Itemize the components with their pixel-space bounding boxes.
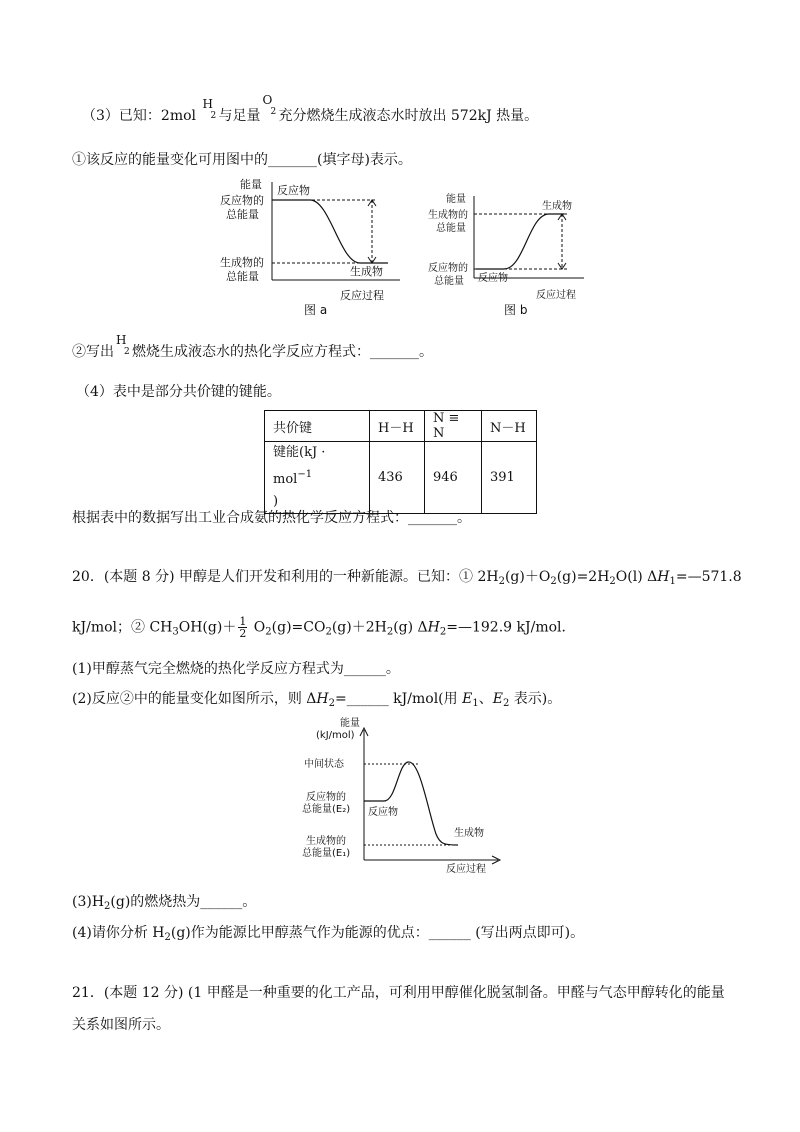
table-value-hh: 436 (370, 442, 425, 514)
table-header-hh: H－H (370, 411, 425, 442)
fig-b-product-energy-2: 总能量 (436, 223, 466, 234)
fig-c-x-label: 反应过程 (446, 864, 486, 874)
fig-c-reactant-label: 反应物 (368, 807, 398, 818)
fig-a-reactant-label: 反应物 (277, 184, 310, 197)
q20-line1: 20．(本题 8 分) 甲醇是人们开发和利用的一种新能源。已知：① $2H_2(g)+O_2(g)=2H_2O(l)$ $\Delta H_1=—571.8$ (72, 569, 742, 587)
fig-c-reactant-energy-2: 总能量(E₂) (302, 804, 351, 815)
fig-a-y-title: 能量 (240, 178, 262, 191)
fig-a-x-label: 反应过程 (340, 289, 384, 302)
fig-c-y-title-2: (kJ/mol) (316, 730, 355, 741)
fig-b-y-title: 能量 (446, 194, 466, 205)
table-header-nn: N ≡ N (425, 411, 482, 442)
q20-sub2: (2)反应②中的能量变化如图所示，则 $\Delta H_2=\_\_\_\_\_\_$ kJ/mol(用 $E_1$、$E_2$ 表示)。 (72, 691, 562, 709)
figure-b (424, 192, 594, 320)
fig-b-reactant-label: 反应物 (478, 273, 508, 284)
q20-sub4: (4)请你分析 $H_2(g)$作为能源比甲醇蒸气作为能源的优点：______ (写出两点即可)。 (72, 925, 585, 943)
table-row-label: 键能(kJ · mol$^{-1}$ ) (265, 442, 370, 514)
table-header-bond: 共价键 (265, 411, 370, 442)
table-row (265, 442, 537, 514)
fig-a-product-energy-2: 总能量 (226, 270, 259, 283)
table-row (265, 411, 537, 442)
fig-c-product-energy-1: 生成物的 (306, 836, 346, 847)
q4-after: 根据表中的数据写出工业合成氨的热化学反应方程式：_______。 (72, 510, 471, 526)
q3-suffix: 充分燃烧生成液态水时放出 572kJ 热量。 (278, 108, 539, 124)
fig-b-product-label: 生成物 (542, 201, 572, 212)
o2-formula: O 2 (262, 93, 277, 117)
fig-c-y-title-1: 能量 (340, 718, 360, 729)
h2-formula-2: H 2 (116, 333, 130, 357)
table-value-nh: 391 (482, 442, 537, 514)
fig-c-product-label: 生成物 (454, 828, 484, 839)
q3-part1: ①该反应的能量变化可用图中的_______(填字母)表示。 (72, 152, 412, 168)
fig-a-reactant-energy-2: 总能量 (226, 208, 259, 221)
q3-line (82, 93, 539, 126)
figure-c (298, 716, 508, 874)
q21-line1: 21．(本题 12 分) (1 甲醛是一种重要的化工产品，可利用甲醇催化脱氢制备。甲醛与气态甲醇转化的能量 (72, 985, 725, 1001)
q21-line2: 关系如图所示。 (72, 1017, 170, 1033)
fig-a-reactant-energy-1: 反应物的 (220, 194, 264, 207)
q20-sub1: (1)甲醇蒸气完全燃烧的热化学反应方程式为______。 (72, 661, 400, 677)
fig-b-x-label: 反应过程 (536, 290, 576, 301)
h2-formula: H 2 (202, 97, 217, 121)
fig-a-caption: 图 a (304, 303, 328, 317)
q3-part2: ②写出 H 2 燃烧生成液态水的热化学反应方程式：_______。 (72, 333, 433, 360)
fig-b-reactant-energy-1: 反应物的 (428, 263, 468, 274)
fig-c-product-energy-2: 总能量(E₁) (302, 848, 351, 859)
bond-energy-table (264, 410, 537, 514)
fig-b-caption: 图 b (504, 303, 528, 317)
fig-c-intermediate: 中间状态 (304, 759, 344, 770)
table-header-nh: N－H (482, 411, 537, 442)
fraction-half: $\frac{1}{2}$ (239, 615, 247, 640)
fig-a-product-label: 生成物 (350, 265, 383, 278)
q20-line2: kJ/mol；② $CH_3OH(g)+$ $\frac{1}{2}$ $O_2(g)=CO_2(g)+2H_2(g)$ $\Delta H_2=—192.9$ kJ/mol． (72, 615, 576, 640)
fig-b-reactant-energy-2: 总能量 (434, 276, 464, 287)
q3-prefix: （3）已知：2mol (82, 108, 201, 124)
fig-a-product-energy-1: 生成物的 (220, 256, 264, 269)
q20-sub3: $(3)H_2(g)$的燃烧热为______。 (72, 894, 257, 912)
q3-mid: 与足量 (218, 108, 261, 124)
fig-c-reactant-energy-1: 反应物的 (306, 792, 346, 803)
q4-intro: （4）表中是部分共价键的键能。 (76, 384, 281, 400)
fig-b-product-energy-1: 生成物的 (428, 210, 468, 221)
figure-a (210, 178, 410, 320)
table-value-nn: 946 (425, 442, 482, 514)
